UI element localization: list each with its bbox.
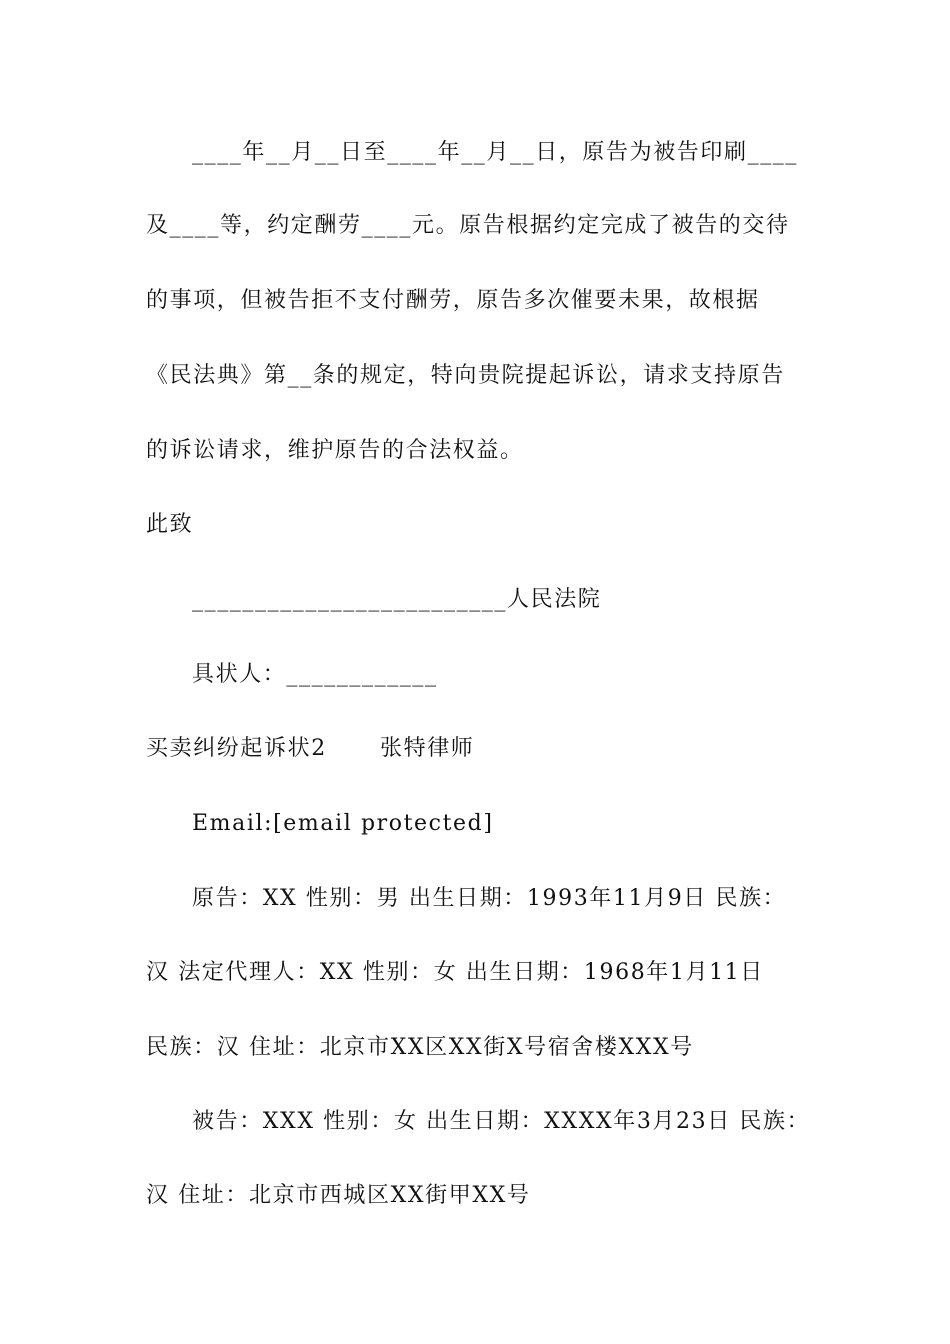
paragraph-line: 的诉讼请求，维护原告的合法权益。	[146, 438, 524, 463]
paragraph-line: 及____等，约定酬劳____元。原告根据约定完成了被告的交待	[146, 213, 790, 238]
closing-salutation: 此致	[146, 512, 194, 537]
email-line: Email:[email protected]	[192, 811, 494, 836]
defendant-info-line: 汉 住址：北京市西城区XX街甲XX号	[146, 1183, 531, 1208]
plaintiff-info-line: 原告：XX 性别：男 出生日期：1993年11月9日 民族：	[192, 886, 787, 911]
court-name: _________________________人民法院	[192, 587, 602, 612]
plaintiff-info-line: 汉 法定代理人：XX 性别：女 出生日期：1968年1月11日	[146, 960, 764, 985]
paragraph-line: 的事项，但被告拒不支付酬劳，原告多次催要未果，故根据	[146, 288, 760, 313]
lawyer-name: 张特律师	[380, 736, 475, 761]
defendant-info-line: 被告：XXX 性别：女 出生日期：XXXX年3月23日 民族：	[192, 1109, 811, 1134]
plaintiff-signature: 具状人：____________	[192, 662, 438, 687]
paragraph-line: 《民法典》第__条的规定，特向贵院提起诉讼，请求支持原告	[146, 363, 785, 388]
plaintiff-info-line: 民族：汉 住址：北京市XX区XX街X号宿舍楼XXX号	[146, 1035, 694, 1060]
paragraph-line: ____年__月__日至____年__月__日，原告为被告印刷____	[192, 140, 799, 165]
document-title: 买卖纠纷起诉状2	[146, 736, 327, 761]
